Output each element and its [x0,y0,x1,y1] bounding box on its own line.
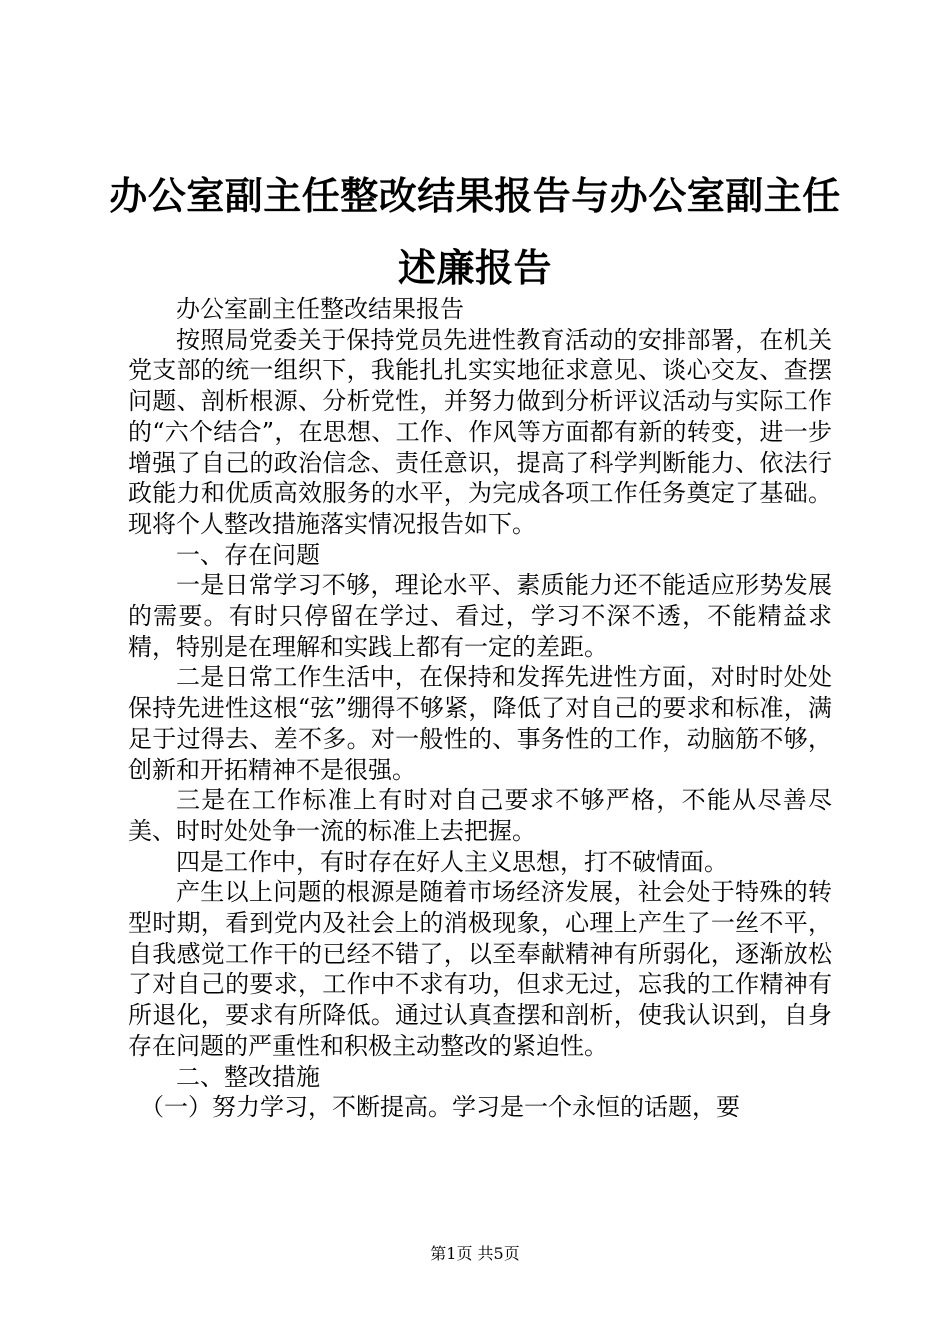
problem-paragraph-2: 二是日常工作生活中，在保持和发挥先进性方面，对时时处处保持先进性这根“弦”绷得不够紧，降低了对自己的要求和标准，满足于过得去、差不多。对一般性的、事务性的工作，动脑筋不够，创新和开拓精神不是很强。 [128,663,832,784]
problem-paragraph-1: 一是日常学习不够，理论水平、素质能力还不能适应形势发展的需要。有时只停留在学过、看过，学习不深不透，不能精益求精，特别是在理解和实践上都有一定的差距。 [128,571,832,661]
problem-paragraph-4: 四是工作中，有时存在好人主义思想，打不破情面。 [176,847,728,876]
document-title: 办公室副主任整改结果报告与办公室副主任述廉报告 [109,173,841,290]
problem-paragraph-3: 三是在工作标准上有时对自己要求不够严格，不能从尽善尽美、时时处处争一流的标准上去把握。 [128,786,832,845]
section-heading-problems: 一、存在问题 [176,540,320,569]
section-heading-measures: 二、整改措施 [176,1062,320,1091]
page-number-footer: 第1页 共5页 [430,1244,520,1263]
measure-paragraph-1: （一）努力学习，不断提高。学习是一个永恒的话题，要 [140,1093,740,1122]
root-cause-paragraph: 产生以上问题的根源是随着市场经济发展，社会处于特殊的转型时期，看到党内及社会上的消极现象，心理上产生了一丝不平，自我感觉工作干的已经不错了，以至奉献精神有所弱化，逐渐放松了对自己的要求，工作中不求有功，但求无过，忘我的工作精神有所退化，要求有所降低。通过认真查摆和剖析，使我认识到，自身存在问题的严重性和积极主动整改的紧迫性。 [128,878,832,1060]
intro-paragraph: 按照局党委关于保持党员先进性教育活动的安排部署，在机关党支部的统一组织下，我能扎扎实实地征求意见、谈心交友、查摆问题、剖析根源、分析党性，并努力做到分析评议活动与实际工作的“六个结合”，在思想、工作、作风等方面都有新的转变，进一步增强了自己的政治信念、责任意识，提高了科学判断能力、依法行政能力和优质高效服务的水平，为完成各项工作任务奠定了基础。现将个人整改措施落实情况报告如下。 [128,325,832,538]
document-body [128,294,832,1123]
report-subtitle: 办公室副主任整改结果报告 [176,295,464,323]
